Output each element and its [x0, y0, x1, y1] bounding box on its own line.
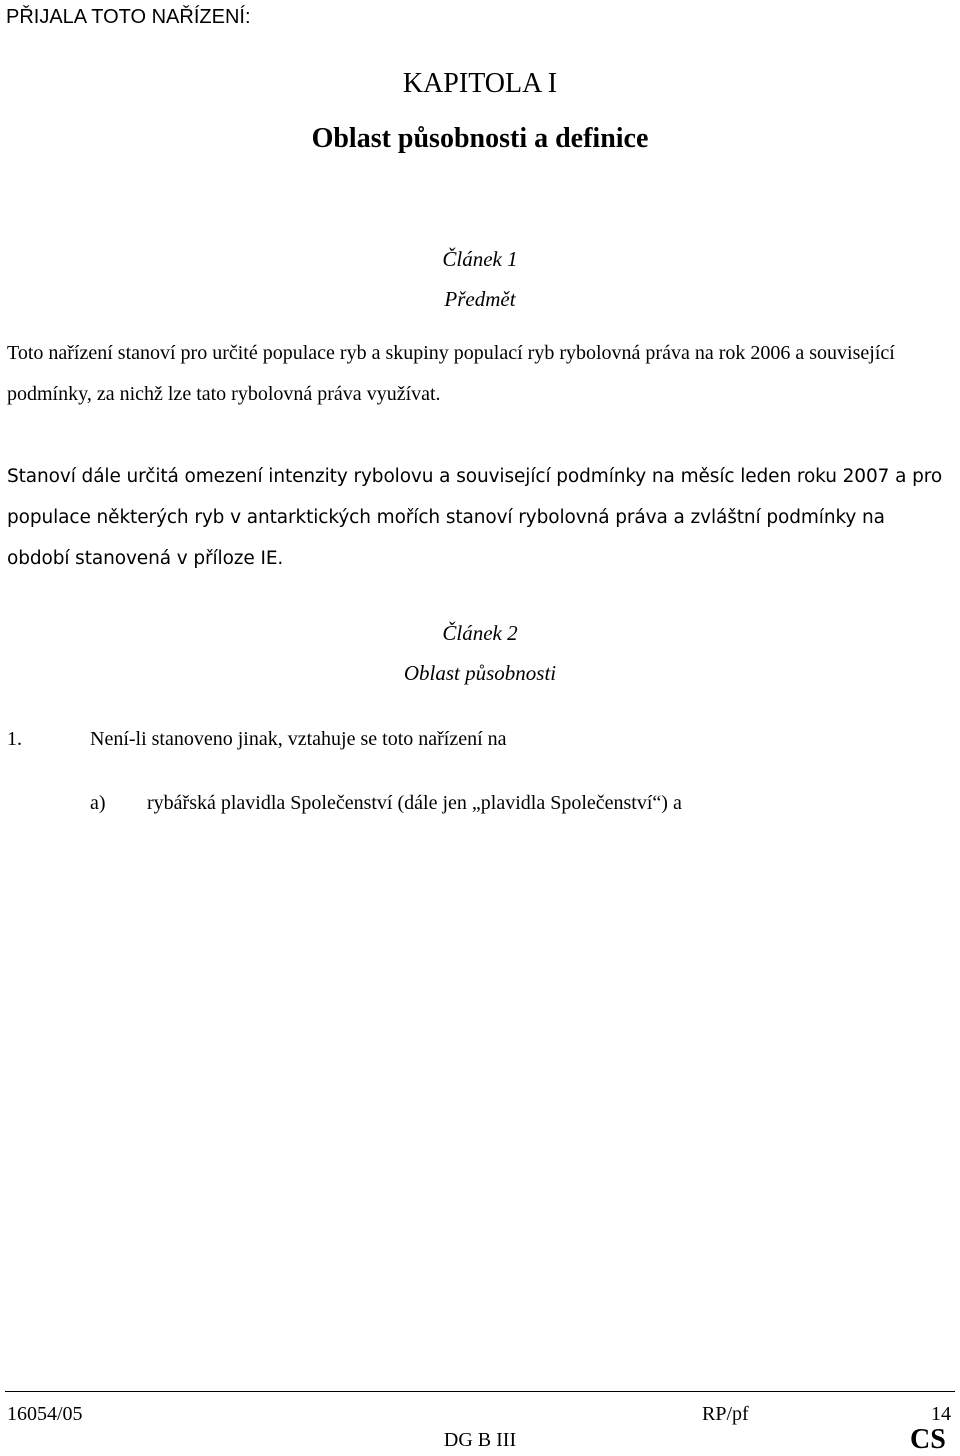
article-1-number: Článek 1 — [442, 247, 518, 271]
list-item-text: Není-li stanoveno jinak, vztahuje se toto nařízení na — [90, 728, 507, 750]
article-1-paragraph: Stanoví dále určitá omezení intenzity rybolovu a související podmínky na měsíc leden roku 2007 a pro populace některých ryb v antarktických mořích stanoví rybolovná práva a zvláštní podmínky na období stanovená v příloze IE. — [7, 466, 943, 569]
sub-item-label: a) — [90, 792, 106, 814]
footer-page-number: 14 — [931, 1403, 951, 1425]
chapter-subtitle: Oblast působnosti a definice — [311, 123, 649, 154]
article-1-title: Předmět — [444, 287, 516, 311]
sub-item-text: rybářská plavidla Společenství (dále jen „plavidla Společenství“) a — [147, 792, 682, 814]
footer-directorate: DG B III — [443, 1429, 517, 1451]
article-2-title: Oblast působnosti — [403, 661, 557, 685]
footer-language-code: CS — [910, 1424, 946, 1455]
article-1-paragraph: Toto nařízení stanoví pro určité populace ryb a skupiny populací ryb rybolovná práva na rok 2006 a související podmínky, za nichž lze tato rybolovná práva využívat. — [7, 342, 895, 405]
footer-divider — [5, 1391, 955, 1392]
footer-initials: RP/pf — [702, 1403, 749, 1425]
chapter-title: KAPITOLA I — [402, 68, 558, 99]
article-2-number: Článek 2 — [442, 621, 518, 645]
footer-document-number: 16054/05 — [7, 1403, 83, 1425]
list-item-number: 1. — [7, 728, 22, 750]
adopted-line: PŘIJALA TOTO NAŘÍZENÍ: — [6, 6, 251, 28]
